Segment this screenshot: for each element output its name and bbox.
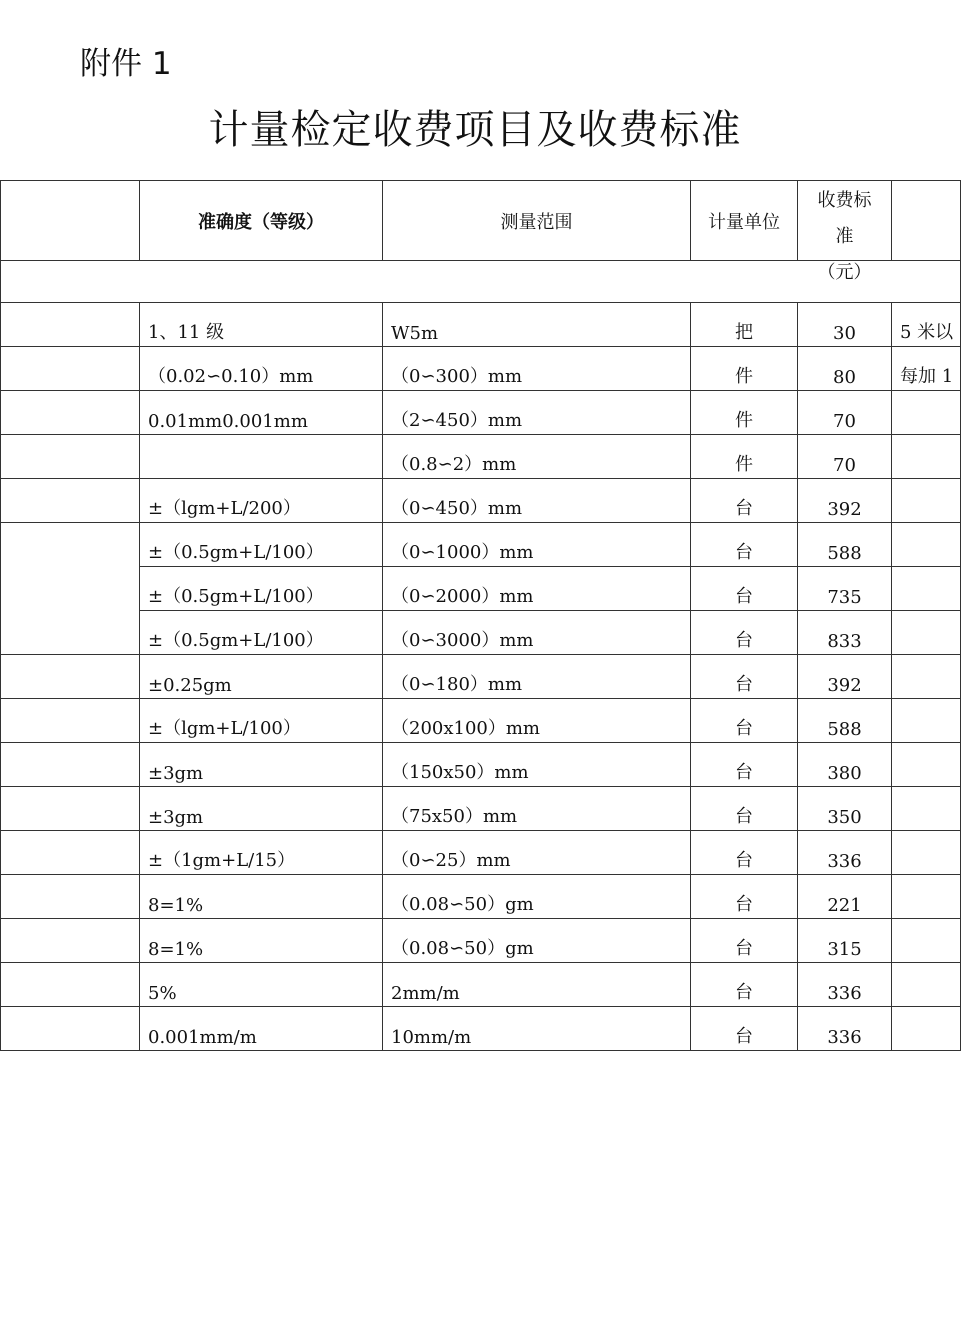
accuracy-cell: 1、11 级 <box>140 303 383 347</box>
price-cell: 392 <box>798 655 892 699</box>
note-cell <box>892 743 961 787</box>
accuracy-cell: ±0.25gm <box>140 655 383 699</box>
column-header-fee <box>798 181 892 283</box>
accuracy-cell: （0.02∽0.10）mm <box>140 347 383 391</box>
item-cell <box>1 391 140 435</box>
price-cell: 221 <box>798 875 892 919</box>
column-header-range: 测量范围 <box>383 181 691 261</box>
price-cell: 336 <box>798 963 892 1007</box>
unit-cell: 台 <box>691 699 798 743</box>
table-row <box>1 611 961 655</box>
table-row <box>1 523 961 567</box>
attachment-label: 附件 1 <box>80 46 172 82</box>
table-header-row <box>1 181 961 261</box>
item-cell <box>1 875 140 919</box>
range-cell: （2∽450）mm <box>383 391 691 435</box>
unit-cell: 件 <box>691 391 798 435</box>
range-cell: （0∽2000）mm <box>383 567 691 611</box>
item-cell <box>1 347 140 391</box>
item-cell <box>1 523 140 655</box>
column-header-note <box>892 181 961 261</box>
unit-cell: 台 <box>691 831 798 875</box>
price-cell: 80 <box>798 347 892 391</box>
range-cell: 10mm/m <box>383 1007 691 1051</box>
fee-header-line: 收费标 <box>817 190 872 211</box>
price-cell: 380 <box>798 743 892 787</box>
range-cell: （0∽450）mm <box>383 479 691 523</box>
range-cell: （200x100）mm <box>383 699 691 743</box>
column-header-item <box>1 181 140 261</box>
range-cell: （0∽300）mm <box>383 347 691 391</box>
price-cell: 70 <box>798 435 892 479</box>
unit-cell: 件 <box>691 347 798 391</box>
price-cell: 392 <box>798 479 892 523</box>
note-cell <box>892 655 961 699</box>
fee-table <box>0 180 961 1051</box>
accuracy-cell: ±（0.5gm+L/100） <box>140 523 383 567</box>
unit-cell: 台 <box>691 479 798 523</box>
range-cell: （0∽180）mm <box>383 655 691 699</box>
table-row <box>1 875 961 919</box>
table-row <box>1 655 961 699</box>
table-row <box>1 1007 961 1051</box>
category-band-cell <box>1 261 961 303</box>
item-cell <box>1 831 140 875</box>
price-cell: 833 <box>798 611 892 655</box>
accuracy-cell: ±（0.5gm+L/100） <box>140 567 383 611</box>
accuracy-cell: ±3gm <box>140 743 383 787</box>
range-cell: （0.08∽50）gm <box>383 875 691 919</box>
item-cell <box>1 303 140 347</box>
column-header-accuracy: 准确度（等级） <box>140 181 383 261</box>
range-cell: （0∽1000）mm <box>383 523 691 567</box>
accuracy-cell: ±（1gm+L/15） <box>140 831 383 875</box>
item-cell <box>1 787 140 831</box>
note-cell <box>892 875 961 919</box>
price-cell: 588 <box>798 699 892 743</box>
item-cell <box>1 655 140 699</box>
price-cell: 336 <box>798 831 892 875</box>
accuracy-cell: ±（0.5gm+L/100） <box>140 611 383 655</box>
note-cell <box>892 479 961 523</box>
note-cell <box>892 435 961 479</box>
unit-cell: 台 <box>691 523 798 567</box>
unit-cell: 把 <box>691 303 798 347</box>
note-cell <box>892 523 961 567</box>
note-cell <box>892 787 961 831</box>
table-row <box>1 347 961 391</box>
table-row <box>1 963 961 1007</box>
accuracy-cell: 0.01mm0.001mm <box>140 391 383 435</box>
price-cell: 315 <box>798 919 892 963</box>
price-cell: 336 <box>798 1007 892 1051</box>
accuracy-cell: ±3gm <box>140 787 383 831</box>
fee-header-line: 准 <box>835 226 854 247</box>
note-cell: 5 米以 <box>892 303 961 347</box>
item-cell <box>1 699 140 743</box>
price-cell: 735 <box>798 567 892 611</box>
price-cell: 30 <box>798 303 892 347</box>
accuracy-cell: ±（lgm+L/200） <box>140 479 383 523</box>
unit-cell: 台 <box>691 1007 798 1051</box>
note-cell: 每加 1 <box>892 347 961 391</box>
unit-cell: 台 <box>691 743 798 787</box>
price-cell: 350 <box>798 787 892 831</box>
table-row <box>1 567 961 611</box>
category-band-row <box>1 261 961 303</box>
range-cell: （0∽25）mm <box>383 831 691 875</box>
table-row <box>1 479 961 523</box>
range-cell: 2mm/m <box>383 963 691 1007</box>
note-cell <box>892 699 961 743</box>
range-cell: （0.8∽2）mm <box>383 435 691 479</box>
unit-cell: 件 <box>691 435 798 479</box>
note-cell <box>892 567 961 611</box>
note-cell <box>892 831 961 875</box>
unit-cell: 台 <box>691 875 798 919</box>
table-row <box>1 303 961 347</box>
column-header-unit: 计量单位 <box>691 181 798 261</box>
range-cell: （150x50）mm <box>383 743 691 787</box>
accuracy-cell: 0.001mm/m <box>140 1007 383 1051</box>
item-cell <box>1 435 140 479</box>
table-row <box>1 743 961 787</box>
unit-cell: 台 <box>691 787 798 831</box>
item-cell <box>1 1007 140 1051</box>
table-row <box>1 787 961 831</box>
note-cell <box>892 919 961 963</box>
range-cell: （0.08∽50）gm <box>383 919 691 963</box>
note-cell <box>892 611 961 655</box>
note-cell <box>892 391 961 435</box>
price-cell: 70 <box>798 391 892 435</box>
note-cell <box>892 1007 961 1051</box>
price-cell: 588 <box>798 523 892 567</box>
note-cell <box>892 963 961 1007</box>
item-cell <box>1 743 140 787</box>
item-cell <box>1 963 140 1007</box>
table-row <box>1 699 961 743</box>
table-row <box>1 919 961 963</box>
unit-cell: 台 <box>691 611 798 655</box>
table-row <box>1 831 961 875</box>
fee-header-line: （元） <box>817 262 872 283</box>
accuracy-cell: 5% <box>140 963 383 1007</box>
unit-cell: 台 <box>691 919 798 963</box>
item-cell <box>1 919 140 963</box>
unit-cell: 台 <box>691 655 798 699</box>
accuracy-cell: 8=1% <box>140 919 383 963</box>
table-row <box>1 435 961 479</box>
unit-cell: 台 <box>691 963 798 1007</box>
item-cell <box>1 479 140 523</box>
page-title: 计量检定收费项目及收费标准 <box>208 107 742 153</box>
range-cell: W5m <box>383 303 691 347</box>
accuracy-cell <box>140 435 383 479</box>
accuracy-cell: 8=1% <box>140 875 383 919</box>
unit-cell: 台 <box>691 567 798 611</box>
range-cell: （0∽3000）mm <box>383 611 691 655</box>
range-cell: （75x50）mm <box>383 787 691 831</box>
table-row <box>1 391 961 435</box>
accuracy-cell: ±（lgm+L/100） <box>140 699 383 743</box>
